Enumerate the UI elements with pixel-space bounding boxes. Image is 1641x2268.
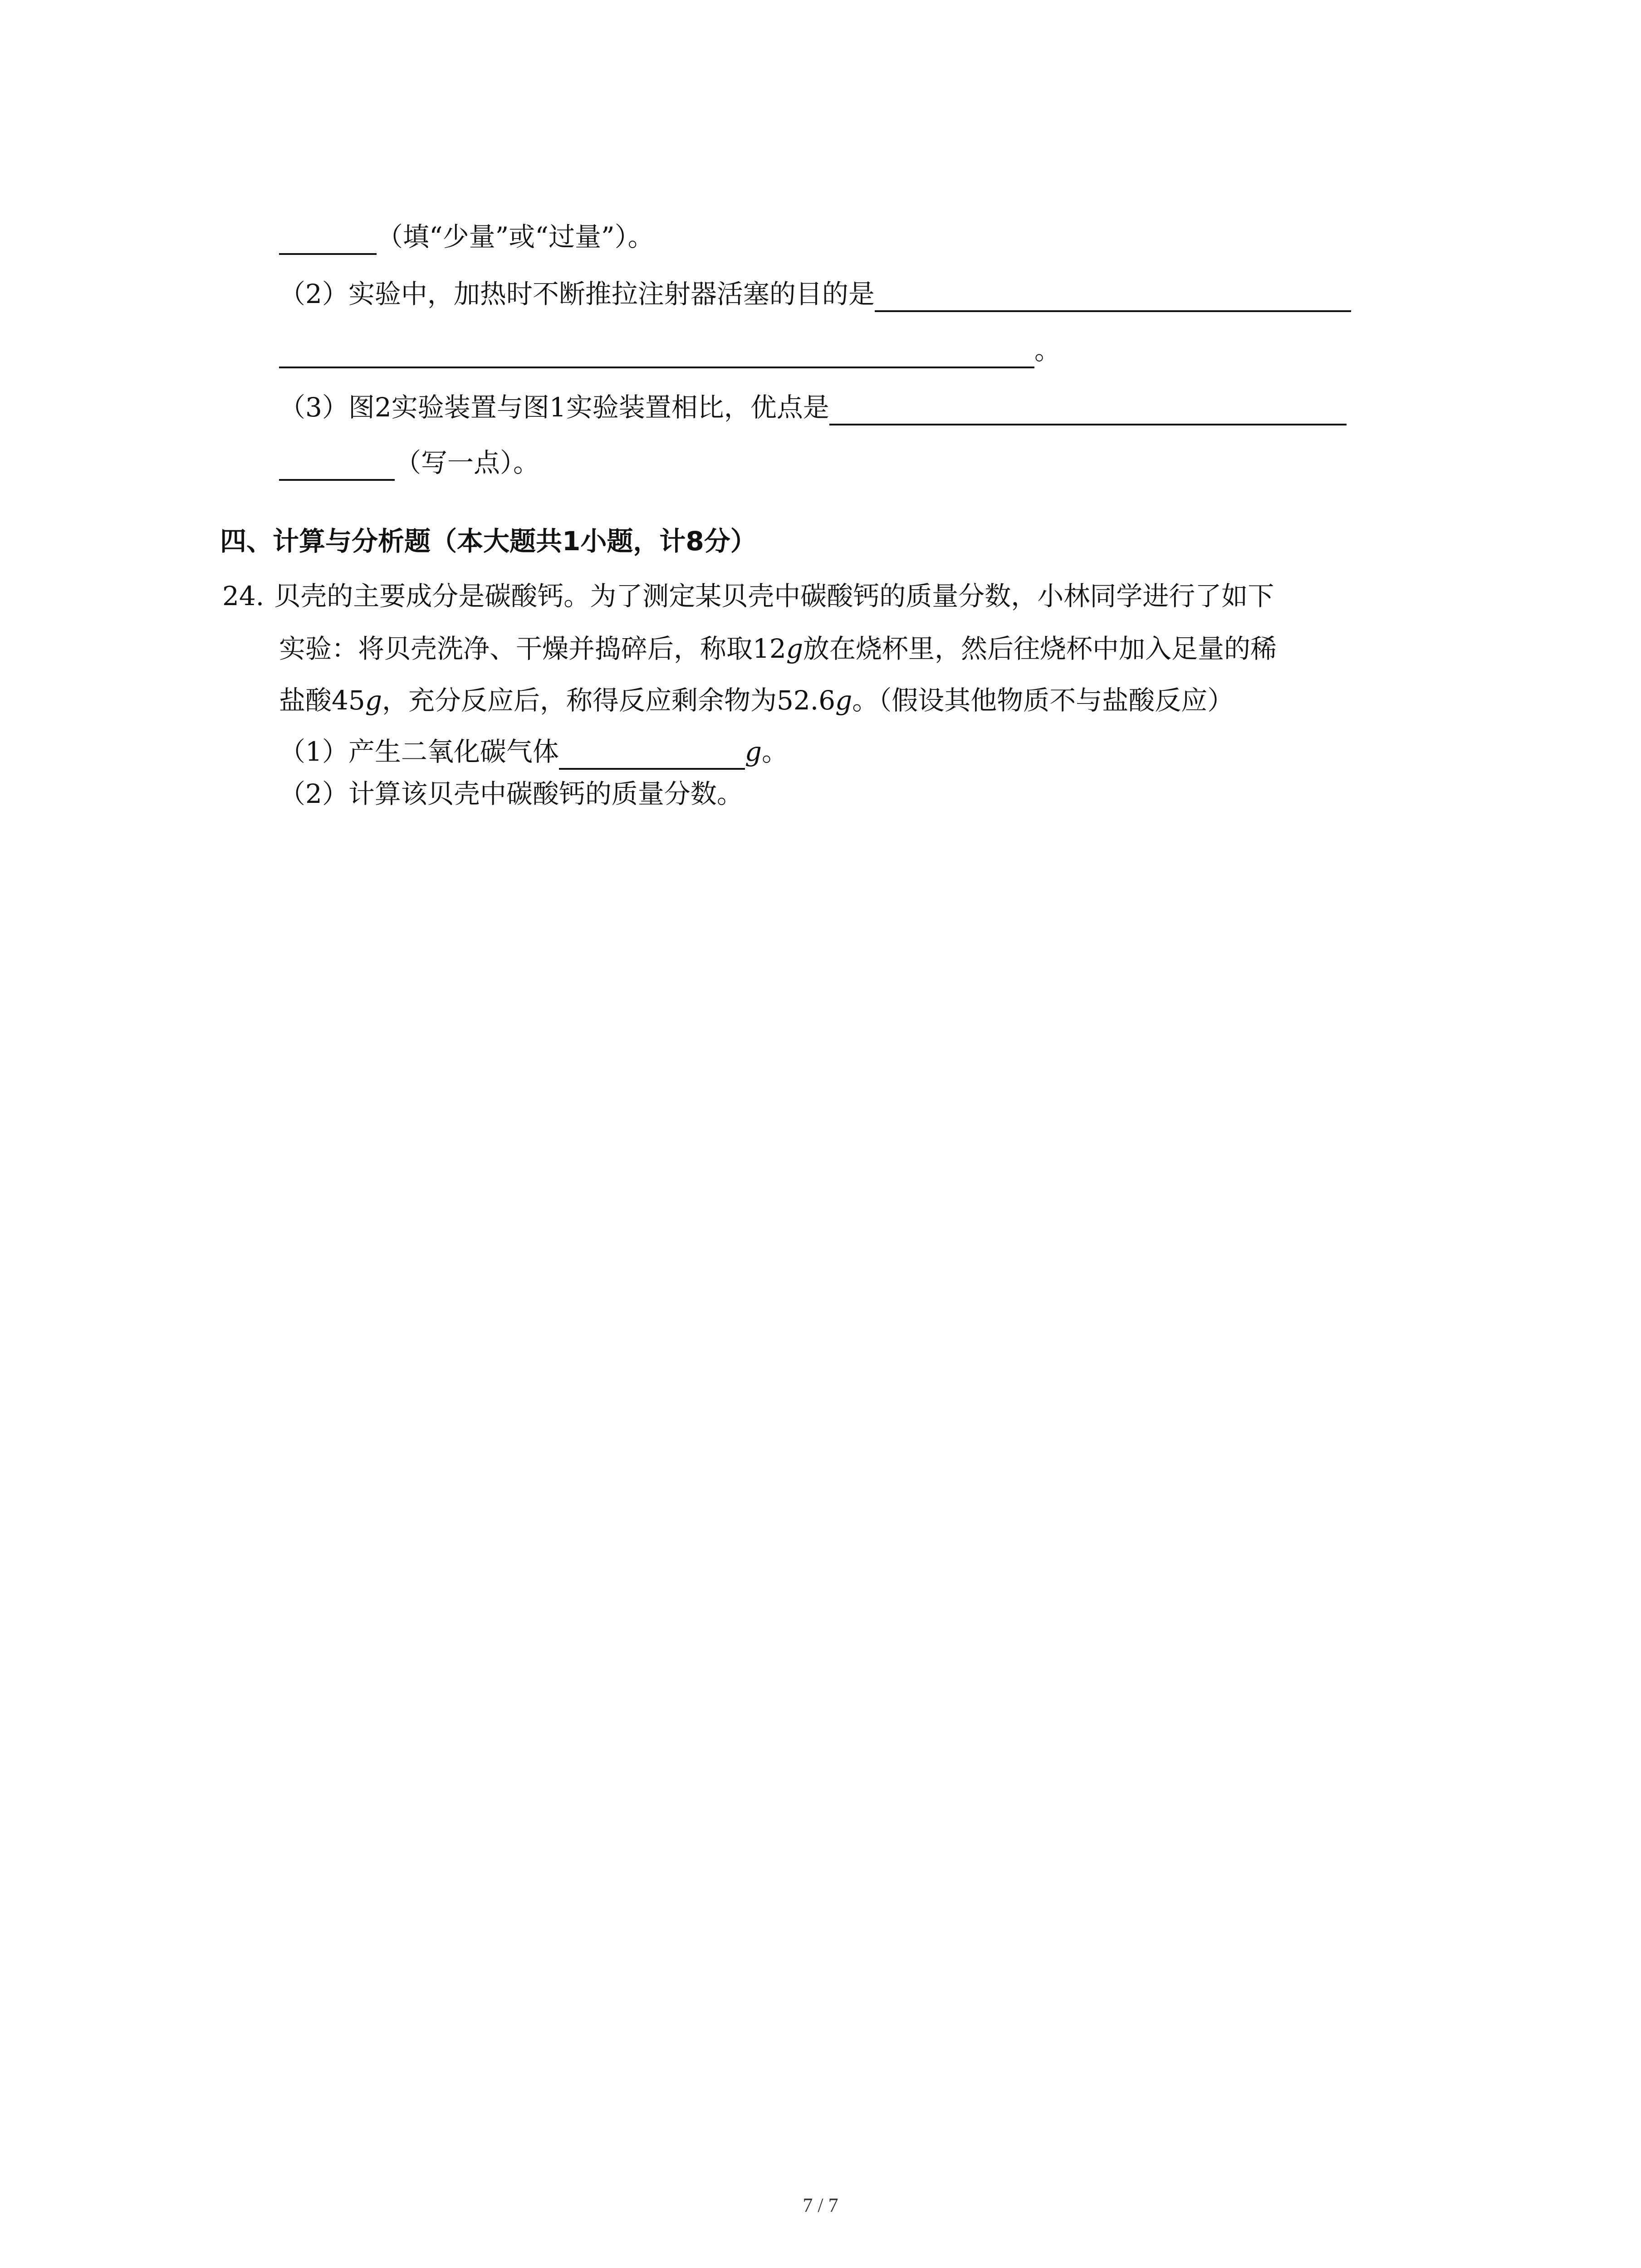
- q24-line2-unit: g: [786, 633, 803, 664]
- q24-line3-text-b: ，充分反应后，称得反应剩余物为52.6: [382, 685, 836, 716]
- q24-part1-text: （1）产生二氧化碳气体: [279, 736, 559, 767]
- q24-line2-text-b: 放在烧杯里，然后往烧杯中加入足量的稀: [803, 633, 1277, 664]
- q24-number: 24.: [222, 581, 265, 611]
- q23-part3-continuation: [279, 445, 539, 481]
- q24-part1-answer-blank[interactable]: [559, 740, 745, 770]
- page-indicator: 7 / 7: [803, 2194, 838, 2216]
- section4-heading-text: 四、计算与分析题（本大题共1小题，计8分）: [220, 526, 757, 557]
- q23-part3-line: [279, 389, 1347, 425]
- q23-part3-answer-blank-a[interactable]: [829, 396, 1347, 425]
- q23-part1-fill-line: [279, 219, 654, 255]
- q23-part3-text: （3）图2实验装置与图1实验装置相比，优点是: [279, 392, 829, 423]
- q24-part2-line: [279, 776, 743, 812]
- q24-part1-line: [279, 733, 788, 770]
- q24-line3-text-a: 盐酸45: [279, 685, 365, 716]
- q24-line1: [222, 578, 1274, 614]
- section4-heading: [220, 523, 757, 559]
- q24-part1-end: 。: [762, 736, 789, 767]
- q24-part2-text: （2）计算该贝壳中碳酸钙的质量分数。: [279, 778, 743, 809]
- q23-part2-text: （2）实验中，加热时不断推拉注射器活塞的目的是: [279, 279, 875, 309]
- q23-part1-answer-blank[interactable]: [279, 225, 377, 255]
- q23-part3-answer-blank-b[interactable]: [279, 451, 395, 481]
- q23-part2-answer-blank-a[interactable]: [875, 282, 1351, 312]
- q24-line3-text-c: 。（假设其他物质不与盐酸反应）: [852, 685, 1234, 716]
- q23-part2-line: [279, 276, 1351, 312]
- q24-line3-unit-1: g: [365, 685, 382, 716]
- q24-part1-unit: g: [745, 736, 762, 767]
- q24-line1-text: 贝壳的主要成分是碳酸钙。为了测定某贝壳中碳酸钙的质量分数，小林同学进行了如下: [274, 581, 1274, 611]
- q23-part2-continuation: [279, 332, 1061, 368]
- q24-line2: [279, 631, 1277, 667]
- q23-part1-suffix: （填“少量”或“过量”）。: [377, 221, 654, 252]
- q24-line3: [279, 682, 1234, 719]
- q23-part2-end: 。: [1034, 335, 1061, 366]
- q23-part3-suffix: （写一点）。: [395, 447, 540, 478]
- q24-line2-text-a: 实验：将贝壳洗净、干燥并捣碎后，称取12: [279, 633, 786, 664]
- q24-line3-unit-2: g: [835, 685, 852, 716]
- q23-part2-answer-blank-b[interactable]: [279, 338, 1034, 368]
